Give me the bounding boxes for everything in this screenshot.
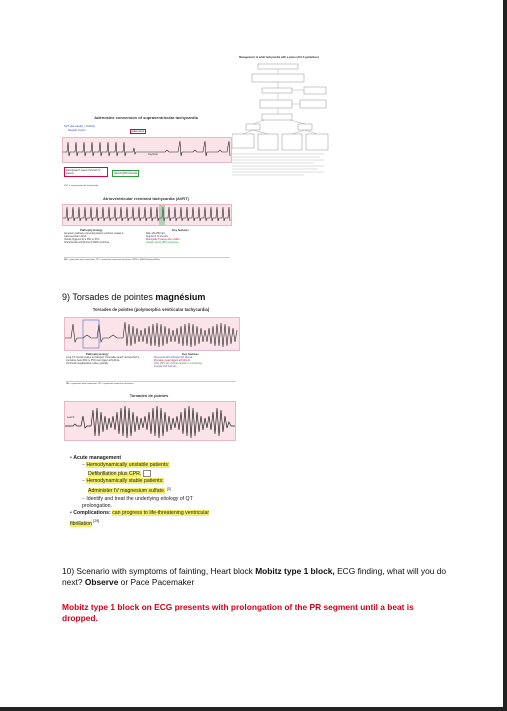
section-10-bold-2: Observe bbox=[84, 577, 119, 587]
list-item: Sinus beat with prolonged QT interval bbox=[154, 357, 193, 359]
bullet-icon: • bbox=[70, 510, 74, 517]
acls-flowchart-figure bbox=[224, 56, 334, 198]
adenosine-ecg-strip bbox=[62, 137, 232, 163]
section-10-bold-1: Mobitz type 1 block, bbox=[255, 566, 335, 576]
identify-text: Identify and treat the underlying etiology of QT prolongation. bbox=[82, 495, 193, 510]
list-item: Regular R-R intervals bbox=[146, 236, 168, 238]
torsades-strip-trace bbox=[65, 402, 235, 440]
avrt-ecg-strip bbox=[62, 204, 232, 226]
adenosine-ecg-trace bbox=[63, 138, 231, 162]
list-item: Wide QRS with cyclical variation in morphology bbox=[154, 363, 202, 365]
avrt-features-head: Key features bbox=[172, 228, 189, 232]
torsades-title: Torsades de pointes (polymorphic ventricular tachycardia) bbox=[92, 307, 210, 312]
torsades-footnote: PAC = premature atrial contraction; PVC = premature ventricular contraction bbox=[66, 381, 236, 385]
adenosine-label-narrow: Narrow QRS intervals bbox=[114, 172, 138, 175]
torsades-strip-lead: Lead II bbox=[67, 416, 75, 419]
section-10-answer: Mobitz type 1 block on ECG presents with prolongation of the PR segment until a beat is dropped. bbox=[62, 602, 414, 623]
dash-icon: – bbox=[82, 462, 87, 469]
torsades-ecg-trace bbox=[65, 318, 239, 350]
torsades-features-list bbox=[154, 357, 238, 369]
section-10-text-1: 10) Scenario with symptoms of fainting, Heart block bbox=[62, 566, 256, 576]
dash-icon: – bbox=[82, 478, 87, 485]
acute-management-item bbox=[70, 455, 250, 462]
management-section bbox=[70, 455, 250, 528]
torsades-patho-list bbox=[66, 357, 146, 366]
dash-icon: – bbox=[82, 495, 87, 502]
list-item: Rate 140-250 bpm bbox=[146, 233, 166, 235]
torsades-figure bbox=[62, 307, 240, 387]
torsades-strip-ecg bbox=[64, 401, 236, 441]
stable-text: Hemodynamically stable patients: bbox=[86, 478, 164, 485]
adenosine-label-rate: SVT rate usually > 150/min bbox=[64, 125, 96, 128]
section-9-bold: magnésium bbox=[155, 292, 206, 302]
magnesium-ref[interactable]: [3] bbox=[166, 486, 171, 491]
avrt-footnote: PAC = premature atrial contraction; PVC = premature ventricular contraction; WPW = Wolff-Parkinson-White bbox=[64, 257, 230, 261]
identify-item bbox=[82, 496, 212, 511]
list-item: Irregular R-R intervals bbox=[154, 366, 177, 368]
adenosine-label-asystole: Asystole bbox=[148, 153, 158, 156]
magnesium-item bbox=[88, 486, 250, 496]
list-item: Ventricular depolarization varies cyclically bbox=[66, 363, 109, 365]
complications-ref[interactable]: [29] bbox=[93, 518, 100, 523]
unstable-text: Hemodynamically unstable patients: bbox=[86, 462, 170, 469]
section-10-text-3: or Pace Pacemaker bbox=[118, 577, 195, 587]
adenosine-label-drug: Adenosine bbox=[132, 130, 145, 133]
torsades-features-head: Key features bbox=[182, 352, 199, 356]
defib-item bbox=[88, 470, 250, 478]
list-item: Accessory pathway connecting atria & ventricles creates a macroreentrant circuit bbox=[64, 233, 124, 238]
adenosine-title: Adenosine conversion of supraventricular tachycardia bbox=[94, 115, 198, 120]
list-item: Premature beat triggers arrhythmia bbox=[154, 360, 190, 362]
complications-label: Complications: bbox=[73, 510, 111, 517]
torsades-ecg-strip bbox=[64, 317, 240, 351]
acute-management-label: Acute management bbox=[73, 455, 122, 461]
avrt-patho-list bbox=[64, 233, 138, 245]
list-item: Usually triggered by a PAC or PVC bbox=[64, 239, 100, 241]
stable-item bbox=[82, 478, 250, 485]
adenosine-label-regular: Regular rhythm bbox=[68, 129, 86, 132]
torsades-strip-title: Torsades de pointes bbox=[129, 393, 169, 398]
section-10-question bbox=[62, 566, 447, 588]
complications-item bbox=[70, 510, 210, 528]
section-9-label: 9) Torsades de pointes bbox=[62, 292, 156, 302]
unstable-item bbox=[82, 462, 250, 469]
complications-text: can progress to life-threatening ventricular fibrillation bbox=[70, 510, 210, 527]
avrt-patho-head: Pathophysiology bbox=[80, 228, 103, 232]
torsades-patho-head: Pathophysiology bbox=[86, 352, 109, 356]
magnesium-text: Administer IV magnesium sulfate. bbox=[88, 488, 166, 495]
avrt-features-list bbox=[146, 233, 226, 245]
list-item: Long QT interval creates a prolonged "vulnerable period" during which a premature beat (PAC or PVC) can trigger arrhythmia bbox=[66, 357, 140, 362]
avrt-figure bbox=[60, 196, 232, 266]
avrt-ecg-trace bbox=[63, 205, 231, 225]
note-icon bbox=[143, 470, 151, 477]
adenosine-label-retro: Retrograde P waves (Smooth 'S' waves) bbox=[64, 167, 108, 177]
flowchart-title: Management of adult tachycardia with a pulse (ACLS guidelines) bbox=[239, 56, 319, 59]
adenosine-figure bbox=[60, 115, 232, 193]
list-item: Characteristic arrhythmia of WPW syndrome bbox=[64, 242, 110, 244]
list-item: Retrograde P waves often visible bbox=[146, 239, 180, 241]
flowchart-diagram bbox=[224, 62, 334, 200]
list-item: Usually narrow QRS complexes bbox=[146, 242, 179, 244]
adenosine-footnote: SVT = supraventricular tachycardia bbox=[64, 185, 99, 187]
avrt-title: Atrioventricular reentrant tachycardia (AVRT) bbox=[103, 196, 189, 201]
section-9-heading bbox=[62, 292, 205, 302]
defib-text: Defibrillation plus CPR. bbox=[88, 470, 142, 477]
bullet-icon: • bbox=[70, 455, 74, 461]
torsades-strip-figure bbox=[62, 393, 236, 449]
section-10-text-2: ECG finding, what will you do next? bbox=[62, 566, 447, 587]
